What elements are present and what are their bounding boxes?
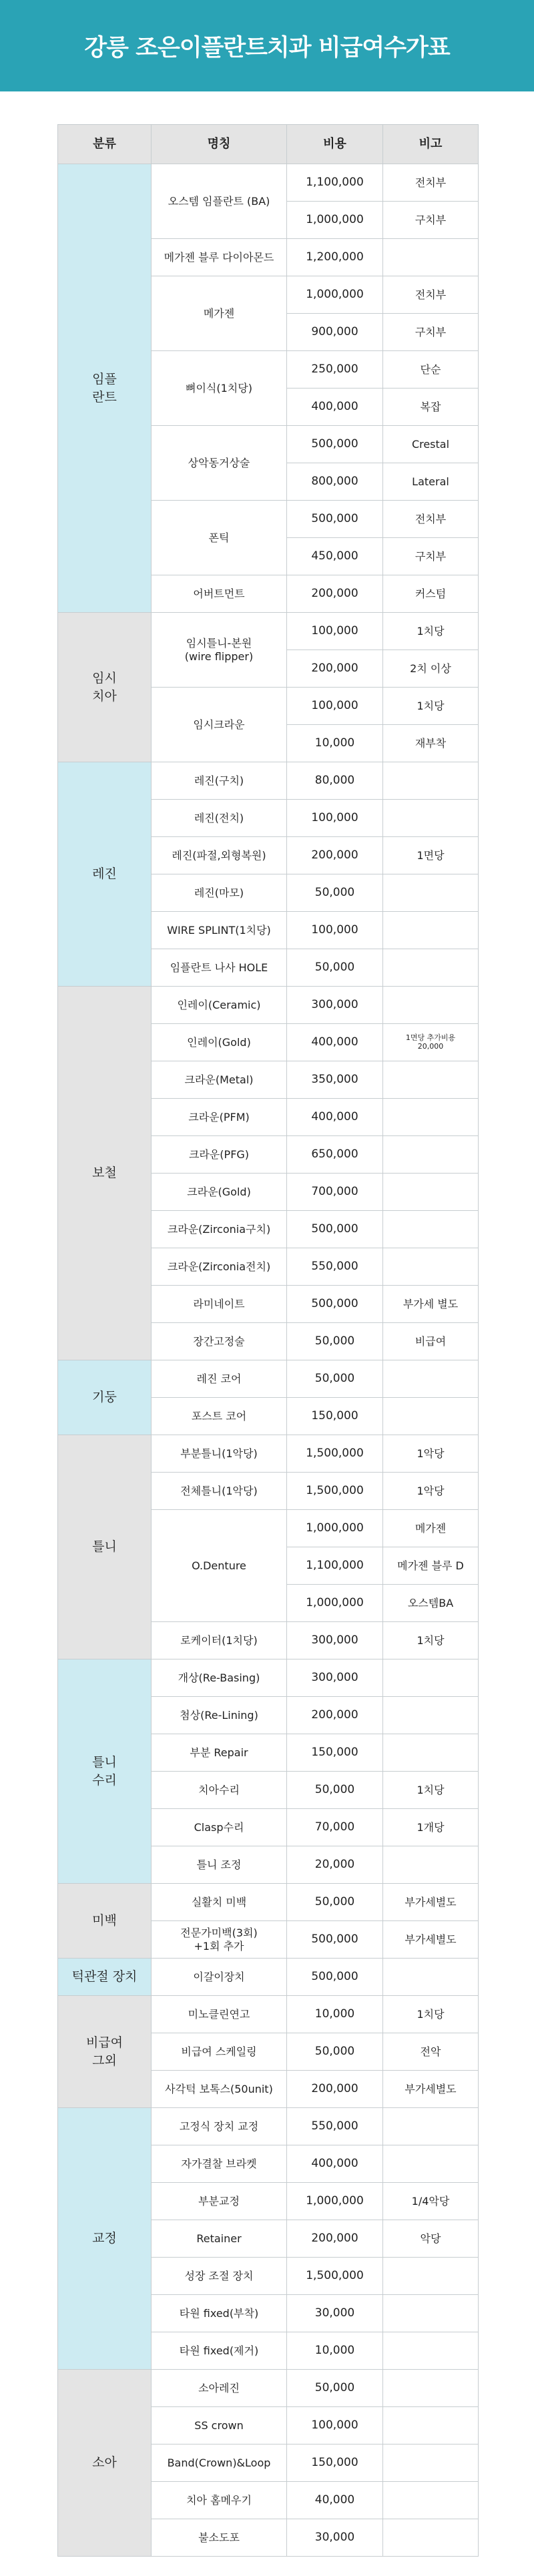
note-cell: 1개당 [383,1809,479,1846]
item-name-cell: 타원 fixed(부착) [152,2295,287,2332]
price-cell: 1,500,000 [287,2258,383,2295]
price-cell: 400,000 [287,1099,383,1136]
price-cell: 500,000 [287,1921,383,1959]
item-name-cell: 크라운(Gold) [152,1174,287,1211]
price-cell: 30,000 [287,2295,383,2332]
price-cell: 700,000 [287,1174,383,1211]
price-cell: 10,000 [287,1996,383,2033]
note-cell [383,912,479,949]
note-cell [383,2482,479,2519]
category-cell: 비급여 그외 [58,1996,152,2108]
item-name-cell: 개상(Re-Basing) [152,1659,287,1697]
note-cell [383,762,479,800]
table-row [58,1659,479,1697]
price-cell: 50,000 [287,1323,383,1360]
table-row [58,1360,479,1398]
note-cell: Lateral [383,463,479,501]
note-cell: Crestal [383,426,479,463]
item-name-cell: 레진 코어 [152,1360,287,1398]
price-cell: 150,000 [287,1398,383,1435]
price-cell: 150,000 [287,2444,383,2482]
price-cell: 500,000 [287,501,383,538]
category-cell: 임플 란트 [58,164,152,613]
note-cell: 부가세별도 [383,1884,479,1921]
price-cell: 30,000 [287,2519,383,2557]
price-cell: 650,000 [287,1136,383,1174]
category-cell: 레진 [58,762,152,987]
header-category: 분류 [58,125,152,164]
note-cell [383,1061,479,1099]
price-table [57,124,479,2557]
header-note: 비고 [383,125,479,164]
price-cell: 100,000 [287,2407,383,2444]
item-name-cell: Clasp수리 [152,1809,287,1846]
item-name-cell: 뼈이식(1치당) [152,351,287,426]
note-cell [383,1398,479,1435]
price-cell: 450,000 [287,538,383,575]
note-cell: 전치부 [383,276,479,314]
price-cell: 200,000 [287,2220,383,2258]
note-cell [383,1360,479,1398]
note-cell [383,1136,479,1174]
note-cell [383,2444,479,2482]
price-cell: 100,000 [287,613,383,650]
note-cell [383,874,479,912]
item-name-cell: 자가결찰 브라켓 [152,2145,287,2183]
category-cell: 임시 치아 [58,613,152,762]
note-cell: 단순 [383,351,479,389]
item-name-cell: 크라운(PFM) [152,1099,287,1136]
price-cell: 1,000,000 [287,1510,383,1547]
note-cell [383,1659,479,1697]
item-name-cell: 타원 fixed(제거) [152,2332,287,2370]
price-cell: 400,000 [287,1024,383,1061]
note-cell: 전치부 [383,501,479,538]
page-title: 강릉 조은이플란트치과 비급여수가표 [84,34,450,61]
item-name-cell: 부분 Repair [152,1734,287,1772]
item-name-cell: WIRE SPLINT(1치당) [152,912,287,949]
table-row [58,1435,479,1473]
note-cell [383,2370,479,2407]
note-cell: 2치 이상 [383,650,479,688]
price-cell: 500,000 [287,1959,383,1996]
price-cell: 10,000 [287,2332,383,2370]
note-cell [383,800,479,837]
price-cell: 300,000 [287,1622,383,1659]
note-cell [383,2145,479,2183]
item-name-cell: 첨상(Re-Lining) [152,1697,287,1734]
item-name-cell: 비급여 스케일링 [152,2033,287,2071]
price-cell: 1,000,000 [287,2183,383,2220]
price-cell: 500,000 [287,1211,383,1248]
table-row [58,1959,479,1996]
price-cell: 1,000,000 [287,202,383,239]
note-cell: 전악 [383,2033,479,2071]
note-cell: 부가세 별도 [383,1286,479,1323]
category-cell: 틀니 [58,1435,152,1659]
item-name-cell: 포스트 코어 [152,1398,287,1435]
item-name-cell: 장간고정술 [152,1323,287,1360]
price-table-container [57,124,478,2557]
note-cell: 부가세별도 [383,1921,479,1959]
item-name-cell: 불소도포 [152,2519,287,2557]
table-row [58,2370,479,2407]
item-name-cell: 레진(전치) [152,800,287,837]
note-cell: 비급여 [383,1323,479,1360]
note-cell [383,1697,479,1734]
note-cell: 메가젠 블루 D [383,1547,479,1585]
category-cell: 보철 [58,987,152,1360]
price-cell: 1,100,000 [287,1547,383,1585]
price-cell: 50,000 [287,2370,383,2407]
price-cell: 50,000 [287,874,383,912]
note-cell [383,1174,479,1211]
note-cell: 1치당 [383,1772,479,1809]
category-cell: 틀니 수리 [58,1659,152,1884]
category-cell: 미백 [58,1884,152,1959]
note-cell [383,2258,479,2295]
header-price: 비용 [287,125,383,164]
item-name-cell: 어버트먼트 [152,575,287,613]
note-cell: 1면당 [383,837,479,874]
note-cell: 1악당 [383,1435,479,1473]
price-cell: 200,000 [287,837,383,874]
item-name-cell: 로케이터(1치당) [152,1622,287,1659]
price-cell: 1,000,000 [287,1585,383,1622]
price-cell: 500,000 [287,426,383,463]
note-cell [383,2332,479,2370]
item-name-cell: 미노클린연고 [152,1996,287,2033]
price-cell: 200,000 [287,1697,383,1734]
price-cell: 1,500,000 [287,1435,383,1473]
price-cell: 150,000 [287,1734,383,1772]
item-name-cell: 이갈이장치 [152,1959,287,1996]
note-cell: 1악당 [383,1473,479,1510]
item-name-cell: 실활치 미백 [152,1884,287,1921]
header-name: 명칭 [152,125,287,164]
item-name-cell: 치아 홈메우기 [152,2482,287,2519]
item-name-cell: 부분교정 [152,2183,287,2220]
item-name-cell: 레진(구치) [152,762,287,800]
note-cell [383,239,479,276]
price-cell: 500,000 [287,1286,383,1323]
note-cell [383,2295,479,2332]
price-cell: 50,000 [287,2033,383,2071]
price-cell: 400,000 [287,389,383,426]
price-cell: 550,000 [287,1248,383,1286]
price-cell: 100,000 [287,688,383,725]
item-name-cell: 라미네이트 [152,1286,287,1323]
item-name-cell: Retainer [152,2220,287,2258]
table-body [58,164,479,2557]
item-name-cell: 레진(파절,외형복원) [152,837,287,874]
item-name-cell: 임플란트 나사 HOLE [152,949,287,987]
note-cell [383,2519,479,2557]
price-cell: 200,000 [287,650,383,688]
item-name-cell: 치아수리 [152,1772,287,1809]
item-name-cell: 소아레진 [152,2370,287,2407]
note-cell [383,1846,479,1884]
item-name-cell: 임시크라운 [152,688,287,762]
note-cell: 1치당 [383,1622,479,1659]
item-name-cell: 크라운(Zirconia구치) [152,1211,287,1248]
price-cell: 800,000 [287,463,383,501]
note-cell: 구치부 [383,538,479,575]
table-row [58,613,479,650]
category-cell: 교정 [58,2108,152,2370]
item-name-cell: 상악동거상술 [152,426,287,501]
note-cell [383,2407,479,2444]
price-cell: 50,000 [287,1884,383,1921]
note-cell [383,1734,479,1772]
note-cell [383,987,479,1024]
note-cell: 1면당 추가비용 20,000 [383,1024,479,1061]
item-name-cell: SS crown [152,2407,287,2444]
table-row [58,2108,479,2145]
table-row [58,762,479,800]
item-name-cell: 전체틀니(1악당) [152,1473,287,1510]
note-cell: 커스텀 [383,575,479,613]
note-cell: 전치부 [383,164,479,202]
item-name-cell: 인레이(Gold) [152,1024,287,1061]
note-cell: 메가젠 [383,1510,479,1547]
item-name-cell: 오스템 임플란트 (BA) [152,164,287,239]
price-cell: 400,000 [287,2145,383,2183]
note-cell: 오스템BA [383,1585,479,1622]
note-cell: 부가세별도 [383,2071,479,2108]
item-name-cell: 인레이(Ceramic) [152,987,287,1024]
price-cell: 50,000 [287,949,383,987]
note-cell [383,1248,479,1286]
price-cell: 80,000 [287,762,383,800]
note-cell: 1/4악당 [383,2183,479,2220]
category-cell: 소아 [58,2370,152,2557]
table-header-row [58,125,479,164]
note-cell: 복잡 [383,389,479,426]
note-cell: 1치당 [383,613,479,650]
item-name-cell: 메가젠 블루 다이아몬드 [152,239,287,276]
price-cell: 1,100,000 [287,164,383,202]
price-cell: 100,000 [287,800,383,837]
item-name-cell: 레진(마모) [152,874,287,912]
price-cell: 250,000 [287,351,383,389]
price-cell: 1,200,000 [287,239,383,276]
note-cell: 재부착 [383,725,479,762]
note-cell: 구치부 [383,314,479,351]
note-cell [383,2108,479,2145]
price-cell: 550,000 [287,2108,383,2145]
category-cell: 기둥 [58,1360,152,1435]
category-cell: 턱관절 장치 [58,1959,152,1996]
price-cell: 70,000 [287,1809,383,1846]
item-name-cell: 크라운(Zirconia전치) [152,1248,287,1286]
item-name-cell: 틀니 조정 [152,1846,287,1884]
item-name-cell: 임시틀니-본원 (wire flipper) [152,613,287,688]
item-name-cell: 부분틀니(1악당) [152,1435,287,1473]
note-cell: 1치당 [383,1996,479,2033]
price-cell: 100,000 [287,912,383,949]
table-row [58,1884,479,1921]
price-cell: 20,000 [287,1846,383,1884]
price-cell: 300,000 [287,987,383,1024]
item-name-cell: 폰틱 [152,501,287,575]
item-name-cell: 메가젠 [152,276,287,351]
price-cell: 200,000 [287,575,383,613]
price-cell: 1,500,000 [287,1473,383,1510]
table-row [58,987,479,1024]
price-cell: 50,000 [287,1360,383,1398]
item-name-cell: O.Denture [152,1510,287,1622]
item-name-cell: 사각턱 보톡스(50unit) [152,2071,287,2108]
note-cell: 구치부 [383,202,479,239]
price-cell: 50,000 [287,1772,383,1809]
item-name-cell: Band(Crown)&Loop [152,2444,287,2482]
note-cell [383,1099,479,1136]
note-cell [383,1211,479,1248]
item-name-cell: 크라운(PFG) [152,1136,287,1174]
table-row [58,1996,479,2033]
price-cell: 350,000 [287,1061,383,1099]
price-cell: 200,000 [287,2071,383,2108]
title-banner [0,0,534,91]
note-cell [383,1959,479,1996]
price-cell: 900,000 [287,314,383,351]
price-cell: 10,000 [287,725,383,762]
item-name-cell: 고정식 장치 교정 [152,2108,287,2145]
note-cell: 악당 [383,2220,479,2258]
table-row [58,164,479,202]
price-cell: 1,000,000 [287,276,383,314]
price-cell: 40,000 [287,2482,383,2519]
price-cell: 300,000 [287,1659,383,1697]
note-cell [383,949,479,987]
note-cell: 1치당 [383,688,479,725]
item-name-cell: 성장 조절 장치 [152,2258,287,2295]
item-name-cell: 크라운(Metal) [152,1061,287,1099]
item-name-cell: 전문가미백(3회) +1회 추가 [152,1921,287,1959]
